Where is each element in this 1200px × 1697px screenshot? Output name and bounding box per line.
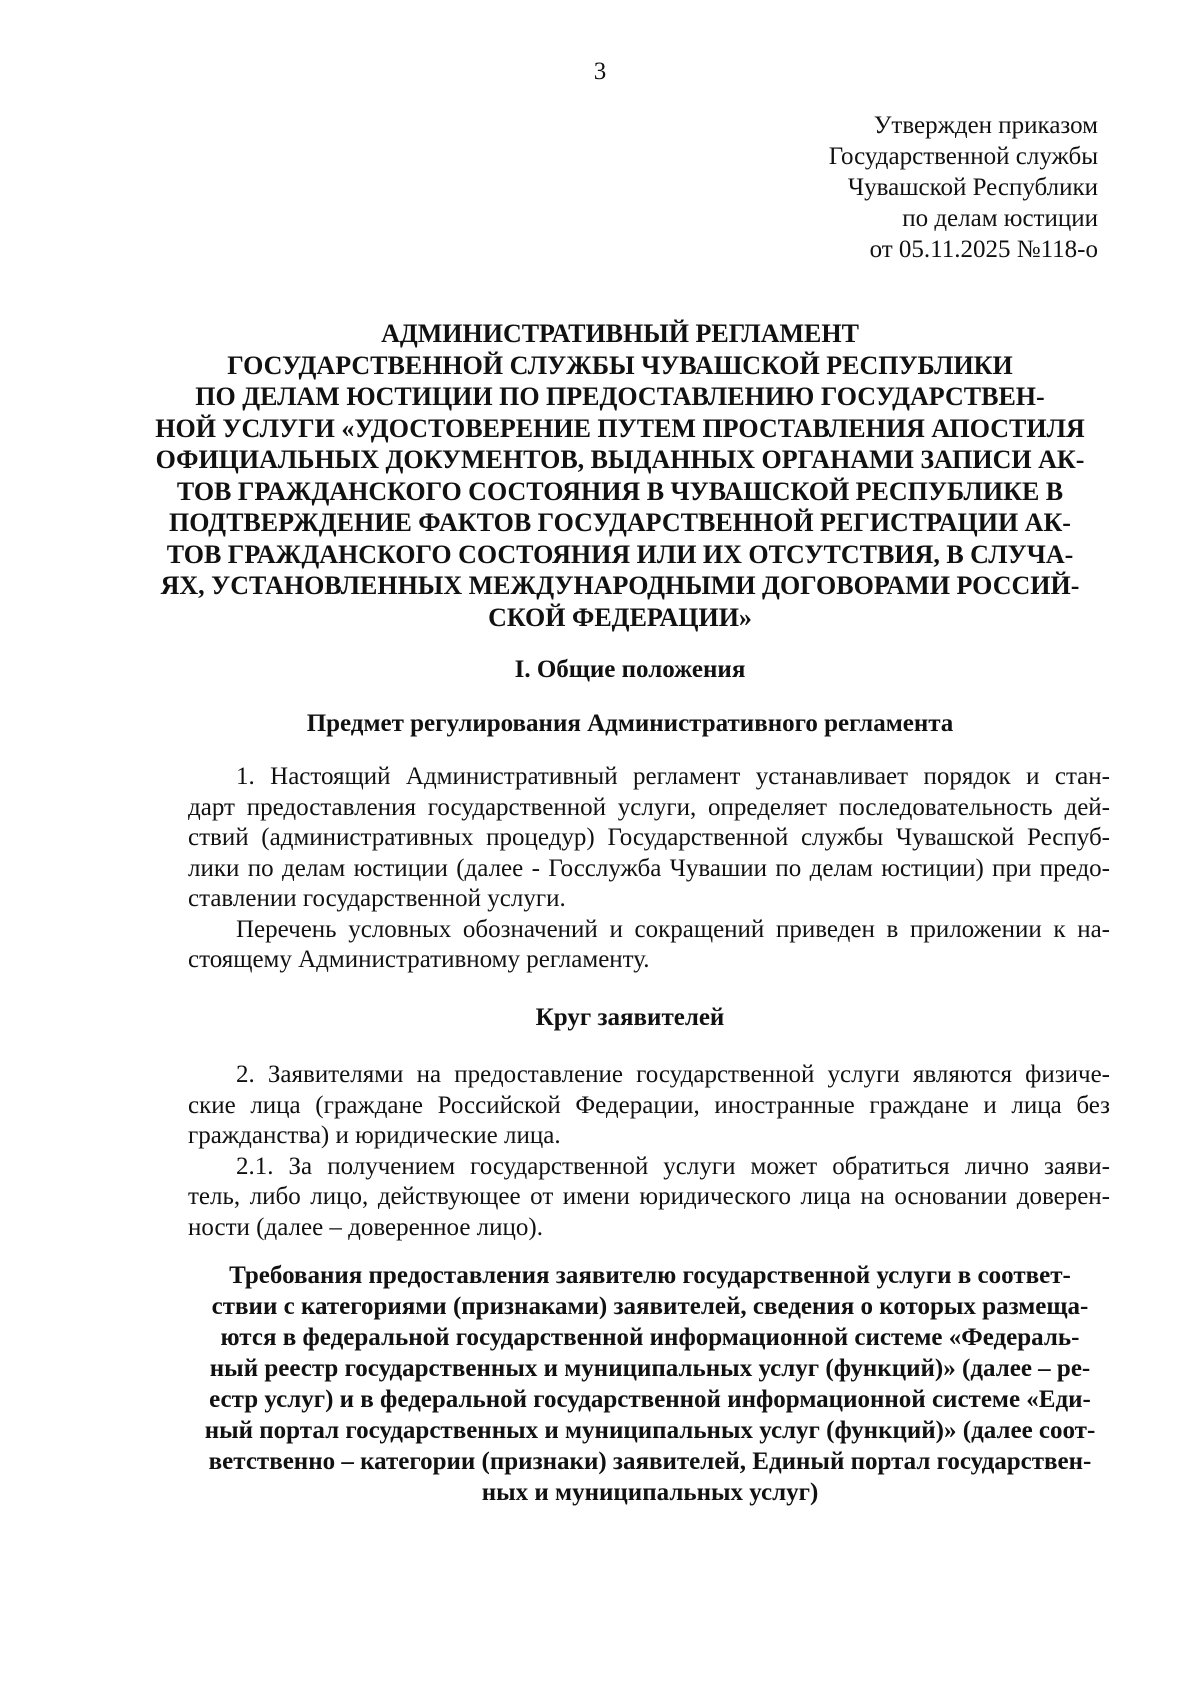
text-line: стоящему Административному регламенту. <box>188 946 650 973</box>
approval-line: по делам юстиции <box>902 205 1098 232</box>
text-line: 1. Настоящий Административный регламент устанавливает порядок и стан- <box>236 763 1110 790</box>
applicants-heading: Круг заявителей <box>535 1004 725 1031</box>
title-line: АДМИНИСТРАТИВНЫЙ РЕГЛАМЕНТ <box>381 319 859 348</box>
paragraph-1 <box>188 762 1110 976</box>
title-line: ПО ДЕЛАМ ЮСТИЦИИ ПО ПРЕДОСТАВЛЕНИЮ ГОСУДАРСТВЕН- <box>195 382 1045 411</box>
requirements-line: ных и муниципальных услуг) <box>481 1479 819 1506</box>
approval-line: от 05.11.2025 №118-о <box>869 236 1098 263</box>
page-number: 3 <box>593 58 607 85</box>
text-line: ствий (административных процедур) Государственной службы Чувашской Респуб- <box>188 824 1110 851</box>
approval-stamp <box>700 110 1098 265</box>
requirements-line: Требования предоставления заявителю государственной услуги в соответ- <box>229 1262 1071 1289</box>
title-line: СКОЙ ФЕДЕРАЦИИ» <box>488 602 752 632</box>
approval-line: Государственной службы <box>828 143 1098 170</box>
text-line: дарт предоставления государственной услуги, определяет последовательность дей- <box>188 793 1110 821</box>
title-line: ОФИЦИАЛЬНЫХ ДОКУМЕНТОВ, ВЫДАННЫХ ОРГАНАМИ ЗАПИСИ АК- <box>155 445 1085 474</box>
document-title <box>150 318 1090 633</box>
requirements-line: естр услуг) и в федеральной государственной информационной системе «Еди- <box>209 1386 1091 1413</box>
text-line: Перечень условных обозначений и сокращений приведен в приложении к на- <box>236 915 1110 943</box>
text-line: лики по делам юстиции (далее - Госслужба Чувашии по делам юстиции) при предо- <box>188 854 1110 882</box>
approval-line: Чувашской Республики <box>847 174 1098 201</box>
title-line: ТОВ ГРАЖДАНСКОГО СОСТОЯНИЯ В ЧУВАШСКОЙ РЕСПУБЛИКЕ В <box>176 476 1064 506</box>
requirements-line: ветственно – категории (признаки) заявителей, Единый портал государствен- <box>208 1448 1092 1475</box>
text-line: ности (далее – доверенное лицо). <box>188 1213 543 1241</box>
title-line: ГОСУДАРСТВЕННОЙ СЛУЖБЫ ЧУВАШСКОЙ РЕСПУБЛИКИ <box>227 350 1013 380</box>
requirements-line: ются в федеральной государственной информационной системе «Федераль- <box>220 1324 1080 1351</box>
text-line: ские лица (граждане Российской Федерации, иностранные граждане и лица без <box>188 1091 1110 1119</box>
section-heading: I. Общие положения <box>514 656 746 683</box>
title-line: НОЙ УСЛУГИ «УДОСТОВЕРЕНИЕ ПУТЕМ ПРОСТАВЛЕНИЯ АПОСТИЛЯ <box>155 413 1085 443</box>
subject-heading: Предмет регулирования Административного регламента <box>306 710 954 737</box>
requirements-line: ствии с категориями (признаками) заявителей, сведения о которых размеща- <box>211 1293 1089 1320</box>
title-line: ПОДТВЕРЖДЕНИЕ ФАКТОВ ГОСУДАРСТВЕННОЙ РЕГИСТРАЦИИ АК- <box>169 508 1071 537</box>
title-line: ТОВ ГРАЖДАНСКОГО СОСТОЯНИЯ ИЛИ ИХ ОТСУТСТВИЯ, В СЛУЧА- <box>166 539 1074 569</box>
requirements-heading <box>190 1260 1110 1508</box>
text-line: 2.1. За получением государственной услуги может обратиться лично заяви- <box>236 1152 1110 1180</box>
requirements-line: ный реестр государственных и муниципальных услуг (функций)» (далее – ре- <box>209 1355 1091 1382</box>
text-line: 2. Заявителями на предоставление государственной услуги являются физиче- <box>236 1061 1110 1088</box>
text-line: гражданства) и юридические лица. <box>188 1122 561 1149</box>
text-line: тель, либо лицо, действующее от имени юридического лица на основании доверен- <box>188 1183 1110 1210</box>
text-line: ставлении государственной услуги. <box>188 885 566 912</box>
approval-line: Утвержден приказом <box>873 112 1098 139</box>
paragraph-2 <box>188 1060 1110 1243</box>
requirements-line: ный портал государственных и муниципальных услуг (функций)» (далее соот- <box>204 1417 1096 1444</box>
title-line: ЯХ, УСТАНОВЛЕННЫХ МЕЖДУНАРОДНЫМИ ДОГОВОРАМИ РОССИЙ- <box>160 571 1080 600</box>
